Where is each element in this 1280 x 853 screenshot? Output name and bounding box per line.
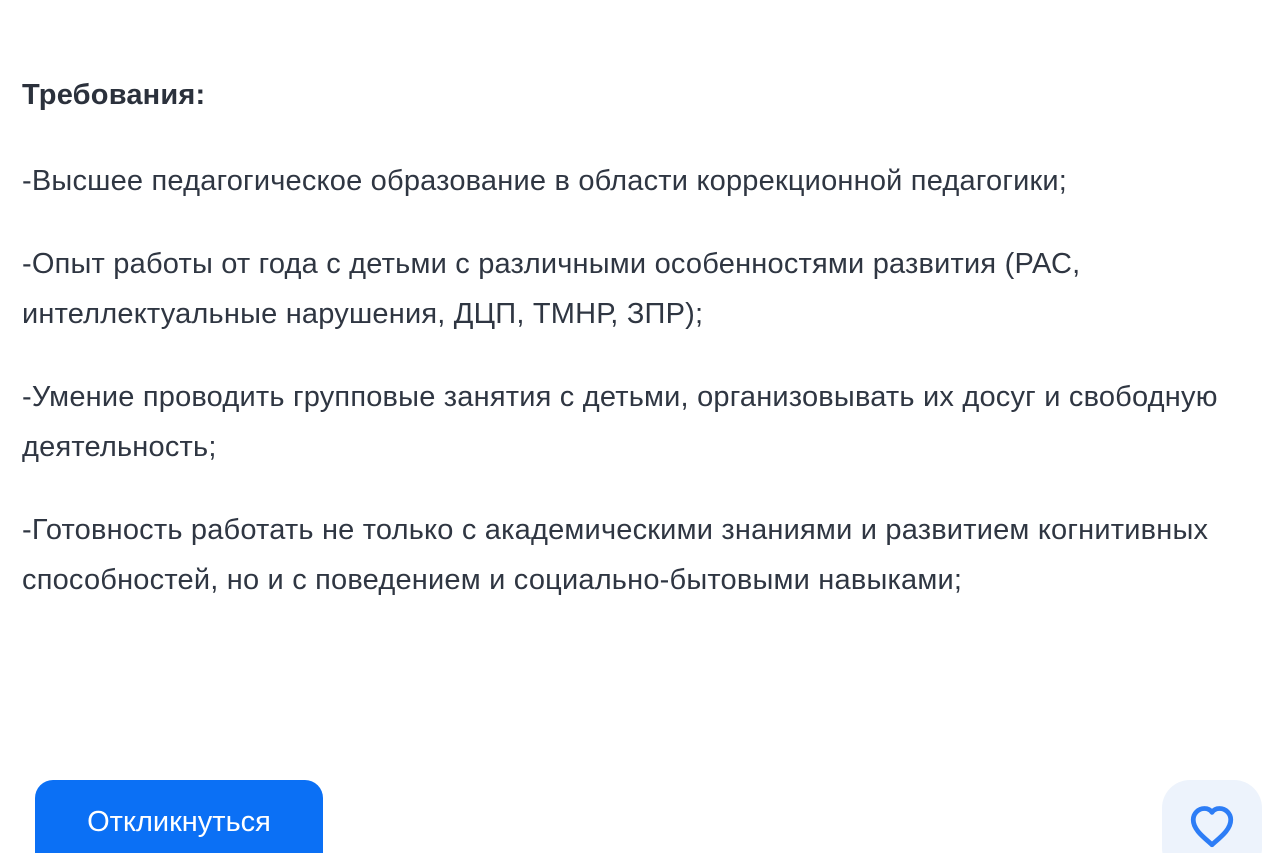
requirement-paragraph: -Готовность работать не только с академическими знаниями и развитием когнитивных способностей, но и с поведением и социально-бытовыми навыками; [22, 514, 1209, 596]
requirement-paragraph: -Высшее педагогическое образование в области коррекционной педагогики; [22, 165, 1068, 197]
action-bar [0, 780, 1280, 853]
apply-button[interactable] [35, 780, 323, 853]
requirements-heading: Требования: [22, 79, 206, 111]
requirement-paragraph: -Умение проводить групповые занятия с детьми, организовывать их досуг и свободную деятельность; [22, 381, 1218, 463]
heart-icon [1187, 802, 1237, 850]
favorite-button[interactable] [1162, 780, 1262, 853]
apply-button-label: Откликнуться [87, 806, 271, 838]
requirement-paragraph: -Опыт работы от года с детьми с различными особенностями развития (РАС, интеллектуальные нарушения, ДЦП, ТМНР, ЗПР); [22, 248, 1081, 330]
